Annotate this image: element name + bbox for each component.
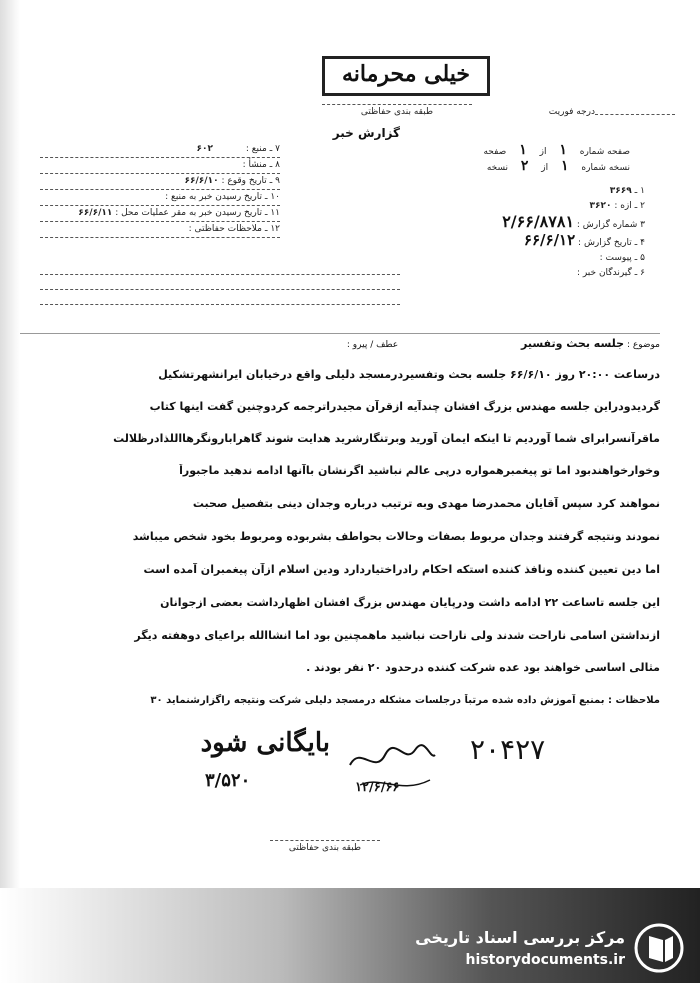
body-line: نمودند ونتیجه گرفتند وجدان مربوط بصفات وحالات بحواطف بشربوده ومربوط بخود شخص میباشد <box>132 530 660 543</box>
remarks-label: ملاحظات : <box>607 695 660 706</box>
subject-label: موضوع : <box>626 340 660 350</box>
field-6: ۶ ـ گیرندگان خبر : <box>576 268 645 278</box>
body-line: اما دین تعیین کننده ونافذ کننده استکه احکام رادراختیاردارد ودین اسلام ازآن پیغمبران آمده است <box>143 563 660 576</box>
priority-label: درجه فوریت <box>548 107 595 117</box>
report-title: گزارش خبر <box>332 126 400 140</box>
scan-edge-shadow <box>0 0 20 983</box>
field-2: ۲ ـ ازه : ۳۶۲۰ <box>589 201 645 211</box>
field-3: ۳ شماره گزارش : ۲/۶۶/۸۷۸۱ <box>502 212 645 231</box>
body-line: وخوارخواهندبود اما تو پیغمبرهمواره درپی عالم نباشید اگرنشان باآنها ادامه ندهید ماجبوراً <box>179 464 660 477</box>
body-line: درساعت ۲۰:۰۰ روز ۶۶/۶/۱۰ جلسه بحث وتفسیردرمسجد دلیلی واقع درخیابان ایرانشهرتشکیل <box>158 368 660 381</box>
body-line: این جلسه تاساعت ۲۲ ادامه داشت ودرپایان مهندس بزرگ افشان اظهارداشت بعضی ازجوانان <box>160 596 660 609</box>
remarks-row <box>20 694 660 708</box>
field-event-date: ۹ ـ تاریخ وقوع : ۶۶/۶/۱۰ <box>40 174 280 190</box>
copy-number-label: نسخه شماره <box>581 163 630 173</box>
page-number-total: ۱ <box>519 142 527 158</box>
subject-value: جلسه بحث وتفسیر <box>521 337 625 350</box>
page-number-value: ۱ <box>559 142 567 158</box>
right-numbered-fields <box>435 184 645 281</box>
field-source-received-date: ۱۰ ـ تاریخ رسیدن خبر به منبع : <box>40 190 280 206</box>
page-number-row <box>300 142 630 158</box>
copy-number-total: ۲ <box>520 158 529 174</box>
signature-date: ۱۲/۶/۶۶ <box>355 780 400 795</box>
body-line: گردیدودراین جلسه مهندس بزرگ افشان چندآیه ازقرآن مجیدراترجمه کردوچنین گفت اینها کتاب <box>149 400 660 413</box>
reference-label: عطف / پیرو : <box>346 340 399 350</box>
body-line: نمواهند کرد سپس آقایان محمدرضا مهدی وبه ترتیب درباره وجدان دینی بتفصیل صحبت <box>192 497 660 510</box>
field-security-notes: ۱۲ ـ ملاحظات حفاظتی : <box>40 222 280 238</box>
archive-note: بایگانی شود <box>200 728 330 758</box>
right-fields <box>300 142 630 178</box>
footer-classification-caption: طبقه بندی حفاظتی <box>270 840 380 853</box>
remarks-text: بمنبع آموزش داده شده مرتباً درجلسات مشکله درمسجد دلیلی شرکت ونتیجه راگزارشنماید ۳۰ <box>150 695 605 706</box>
left-fields <box>40 142 280 238</box>
handwritten-number: ۲۰۴۲۷ <box>470 733 546 766</box>
copy-number-unit: نسخه <box>486 163 508 173</box>
field-4: ۴ ـ تاریخ گزارش : ۶۶/۶/۱۲ <box>523 231 645 249</box>
body-line: ماقرآنسرابرای شما آوردیم تا اینکه ایمان آورید وبرتنگارشرید هدایت شوند گاهرابارونگرهااللذادرظلالت <box>113 432 660 445</box>
notes-dotted-lines <box>40 260 400 315</box>
copy-number-sep: از <box>541 163 549 173</box>
watermark-org-name: مرکز بررسی اسناد تاریخی <box>415 928 625 947</box>
field-1: ۱ ـ ۳۶۶۹ <box>609 186 645 196</box>
classification-caption: طبقه بندی حفاظتی <box>322 104 472 117</box>
page-number-label: صفحه شماره <box>579 147 630 157</box>
field-origin: ۸ ـ منشأ : <box>40 158 280 174</box>
page-number-unit: صفحه <box>483 147 507 157</box>
archive-code: ۳/۵۲۰ <box>205 770 251 791</box>
body-line: ازنداشتن اسامی ناراحت شدند ولی ناراحت نباشید ماهمچنین بود اما انشاالله براعیای دوهفته دیگر <box>134 629 660 642</box>
subject-row <box>20 333 660 350</box>
body-line: مثالی اساسی خواهند بود عده شرکت کننده درحدود ۲۰ نفر بودند . <box>306 661 660 674</box>
field-source: ۷ ـ منبع : ۶۰۲ <box>40 142 280 158</box>
field-5: ۵ ـ پیوست : <box>599 253 645 263</box>
page-number-sep: از <box>539 147 547 157</box>
copy-number-row <box>300 158 630 178</box>
watermark-website: historydocuments.ir <box>465 952 625 968</box>
watermark-logo-icon <box>633 922 685 974</box>
field-hq-received-date: ۱۱ ـ تاریخ رسیدن خبر به مقر عملیات محل : ۶۶/۶/۱۱ <box>40 206 280 222</box>
priority-line <box>595 114 675 115</box>
copy-number-value: ۱ <box>561 158 569 174</box>
classification-stamp: خیلی محرمانه <box>322 56 490 96</box>
